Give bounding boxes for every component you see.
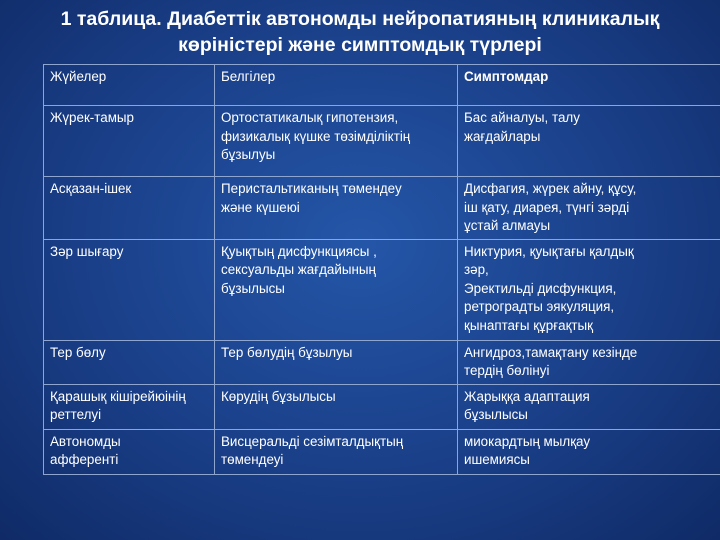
signs-cell	[215, 429, 458, 474]
table-row	[44, 340, 720, 384]
symptoms-cell	[458, 340, 720, 384]
symptoms-cell	[458, 239, 720, 340]
title-line-2: көріністері және симптомдық түрлері	[178, 34, 542, 56]
signs-cell	[215, 384, 458, 429]
signs-text: Висцеральді сезімталдықтың төмендеуі	[221, 433, 404, 467]
signs-text: Тер бөлудің бұзылуы	[221, 344, 353, 360]
table-header-row	[44, 65, 720, 106]
system-cell	[44, 429, 215, 474]
title-line-1: 1 таблица. Диабеттік автономды нейропатияның клиникалық	[60, 8, 660, 30]
symptoms-cell	[458, 384, 720, 429]
signs-cell	[215, 106, 458, 177]
table-row	[44, 384, 720, 429]
symptoms-cell	[458, 177, 720, 240]
symptoms-cell	[458, 429, 720, 474]
header-signs: Белгілер	[215, 65, 458, 106]
symptoms-text: Дисфагия, жүрек айну, құсу, іш қату, диарея, түнгі зәрді ұстай алмауы	[464, 181, 637, 233]
signs-text: Ортостатикалық гипотензия, физикалық күшке төзімділіктің бұзылуы	[221, 110, 411, 162]
slide-title	[0, 6, 720, 58]
system-text: Зәр шығару	[50, 243, 124, 259]
system-text: Жүрек-тамыр	[50, 110, 134, 125]
system-text: Қарашық кішірейюінің реттелуі	[50, 388, 186, 422]
symptoms-text: миокардтың мылқау ишемиясы	[464, 433, 591, 467]
symptoms-text: Никтурия, қуықтағы қалдық зәр, Эректильді дисфункция, ретроградты эякуляция, қынаптағы құрғақтық	[464, 243, 634, 333]
system-text: Асқазан-ішек	[50, 181, 132, 196]
symptoms-cell	[458, 106, 720, 177]
header-symptoms: Симптомдар	[458, 65, 720, 106]
system-cell	[44, 384, 215, 429]
table-row	[44, 239, 720, 340]
system-cell	[44, 177, 215, 240]
header-systems: Жүйелер	[44, 65, 215, 106]
table-row	[44, 177, 720, 240]
table-row	[44, 106, 720, 177]
symptoms-text: Жарыққа адаптация бұзылысы	[464, 388, 590, 422]
system-cell	[44, 340, 215, 384]
system-cell	[44, 239, 215, 340]
system-text: Автономды афференті	[50, 433, 121, 467]
signs-cell	[215, 340, 458, 384]
symptoms-text: Ангидроз,тамақтану кезінде тердің бөлінуі	[464, 344, 638, 378]
neuropathy-table	[43, 64, 720, 475]
signs-text: Көрудің бұзылысы	[221, 388, 336, 404]
symptoms-text: Бас айналуы, талу жағдайлары	[464, 110, 580, 144]
system-cell	[44, 106, 215, 177]
signs-cell	[215, 239, 458, 340]
system-text: Тер бөлу	[50, 344, 106, 360]
signs-text: Перистальтиканың төмендеу және күшеюі	[221, 181, 402, 215]
table-row	[44, 429, 720, 474]
signs-text: Қуықтың дисфункциясы , сексуальды жағдайының бұзылысы	[221, 243, 377, 296]
signs-cell	[215, 177, 458, 240]
